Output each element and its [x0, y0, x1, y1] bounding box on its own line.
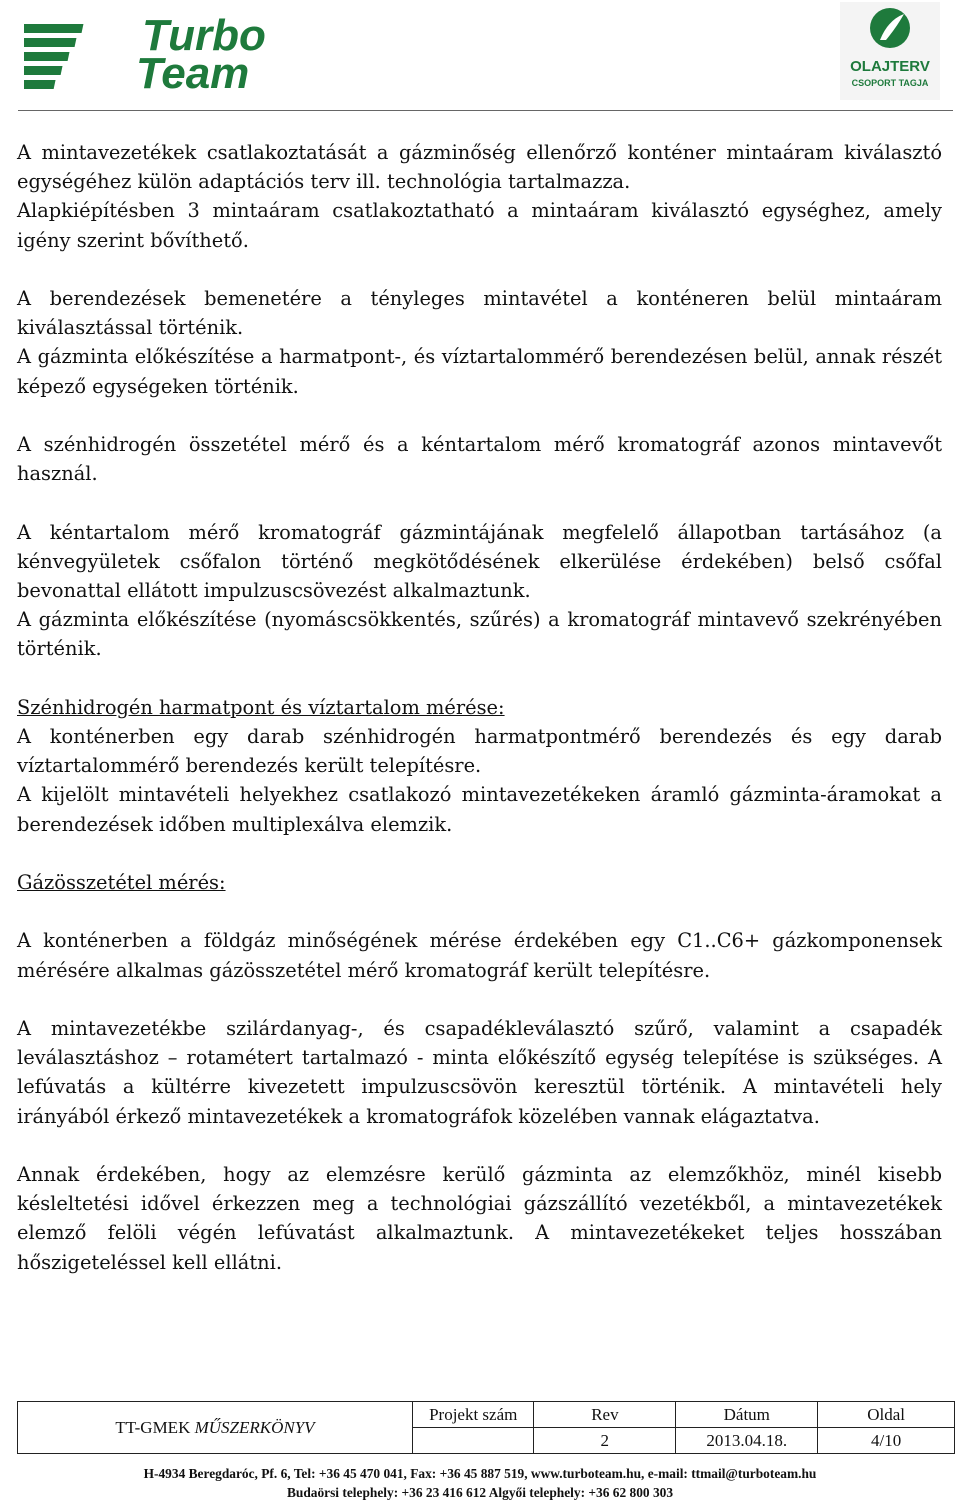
paragraph: A mintavezetékek csatlakoztatását a gázminőség ellenőrző konténer mintaáram kiválasztó egységéhez külön adaptációs terv ill. technológia tartalmazza. — [17, 141, 942, 194]
paragraph: A konténerben a földgáz minőségének mérése érdekében egy C1..C6+ gázkomponensek mérésére alkalmas gázösszetétel mérő kromatográf került telepítésre. — [17, 929, 942, 982]
page-header — [0, 0, 960, 112]
header-datum: Dátum — [676, 1402, 818, 1428]
document-body — [17, 138, 942, 1277]
header-rev: Rev — [534, 1402, 676, 1428]
footer-contact-line: H-4934 Beregdaróc, Pf. 6, Tel: +36 45 470 041, Fax: +36 45 887 519, www.turboteam.hu, e-mail: ttmail@turboteam.hu — [143, 1466, 817, 1481]
paragraph: Alapkiépítésben 3 mintaáram csatlakoztatható a mintaáram kiválasztó egységhez, amely igény szerint bővíthető. — [17, 199, 942, 252]
paragraph: Annak érdekében, hogy az elemzésre kerülő gázminta az elemzőkhöz, minél kisebb késleltetési idővel érkezzen meg a technológiai gázszállító vezetékből, a mintavezetékek elemző felöli végén lefúvatást alkalmaztunk. A mintavezetékeket teljes hosszában hőszigeteléssel kell ellátni. — [17, 1162, 942, 1274]
value-datum: 2013.04.18. — [676, 1428, 818, 1454]
value-rev: 2 — [534, 1428, 676, 1454]
turbo-team-logo — [24, 12, 334, 92]
paragraph: A szénhidrogén összetétel mérő és a kéntartalom mérő kromatográf azonos mintavevőt használ. — [17, 433, 942, 486]
olajterv-name: OLAJTERV — [850, 58, 930, 75]
paragraph: A berendezések bemenetére a tényleges mintavétel a konténeren belül mintaáram kiválasztással történik. — [17, 287, 942, 340]
paragraph: A kéntartalom mérő kromatográf gázmintájának megfelelő állapotban tartásához (a kénvegyületek csőfalon történő megkötődésének elkerülése érdekében) belső csőfal bevonattal ellátott impulzuscsövezést alkalmaztunk. — [17, 520, 942, 602]
footer-branch-line: Budaörsi telephely: +36 23 416 612 Algyői telephely: +36 62 800 303 — [286, 1485, 674, 1500]
header-divider — [18, 110, 953, 111]
olajterv-logo — [840, 2, 940, 100]
footer-info-table — [17, 1401, 955, 1454]
value-oldal: 4/10 — [818, 1428, 955, 1454]
document-type: MŰSZERKÖNYV — [194, 1417, 315, 1437]
document-id-cell — [18, 1402, 413, 1454]
paragraph: A kijelölt mintavételi helyekhez csatlakozó mintavezetékeken áramló gázminta-áramokat a berendezések időben multiplexálva elemzik. — [17, 783, 942, 836]
value-projekt — [413, 1428, 534, 1454]
paragraph: A mintavezetékbe szilárdanyag-, és csapadékleválasztó szűrő, valamint a csapadék leválasztáshoz – rotamétert tartalmazó - minta előkészítő egység telepítése is szükséges. A lefúvatás a kültérre kivezetett impulzuscsövön keresztül történik. A mintavételi hely irányából érkező mintavezetékek a kromatográfok közelében vannak elágaztatva. — [17, 1016, 942, 1128]
section-heading: Szénhidrogén harmatpont és víztartalom mérése: — [17, 695, 505, 719]
header-oldal: Oldal — [818, 1402, 955, 1428]
paragraph: A gázminta előkészítése a harmatpont-, és víztartalommérő berendezésen belül, annak részét képező egységeken történik. — [17, 345, 942, 398]
paragraph: A gázminta előkészítése (nyomáscsökkentés, szűrés) a kromatográf mintavevő szekrényében történik. — [17, 608, 942, 661]
logo-word-team: Team — [136, 49, 250, 92]
section-heading: Gázösszetétel mérés: — [17, 871, 226, 894]
paragraph: A konténerben egy darab szénhidrogén harmatpontmérő berendezés és egy darab víztartalommérő berendezés került telepítésre. — [17, 725, 942, 778]
document-code: TT-GMEK — [115, 1417, 191, 1437]
header-projekt: Projekt szám — [413, 1402, 534, 1428]
olajterv-subtitle: CSOPORT TAGJA — [851, 78, 929, 88]
logo-word-turbo: Turbo — [142, 12, 266, 60]
